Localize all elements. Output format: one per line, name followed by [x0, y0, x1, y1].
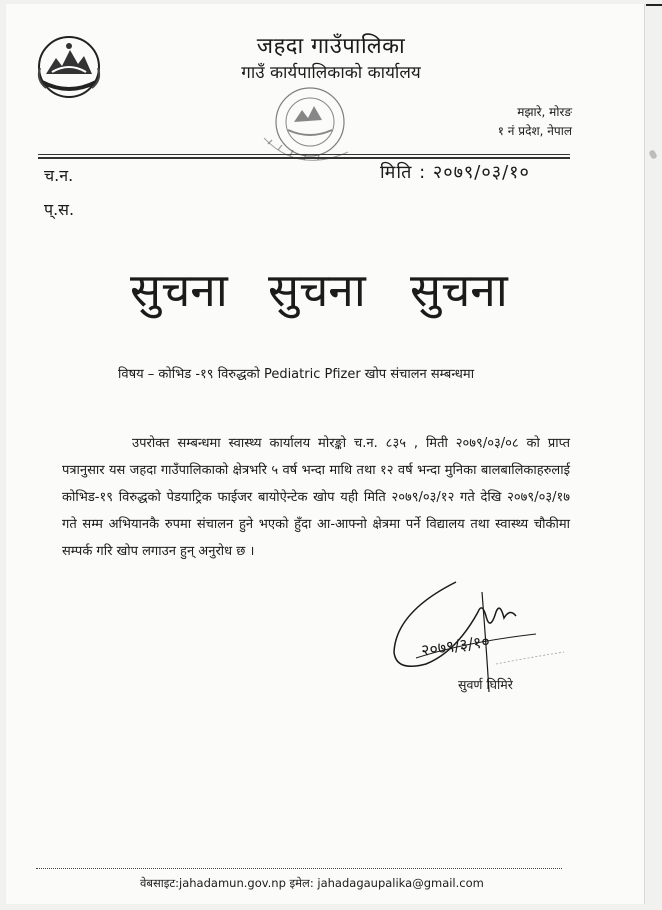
scan-smudge: [648, 149, 658, 160]
address-line-2: १ नं प्रदेश, नेपाल: [497, 124, 572, 138]
org-name: जहदा गाउँपालिका: [256, 34, 406, 59]
reference-cn: च.न.: [44, 166, 74, 185]
notice-heading-1: सुचना: [130, 263, 228, 317]
footer-contact: वेबसाइट:jahadamun.gov.np इमेल: jahadagaupalika@gmail.com: [140, 876, 484, 890]
body-paragraph: उपरोक्त सम्बन्धमा स्वास्थ्य कार्यालय मोरङ्को च.न. ८३५ , मिती २०७९/०३/०८ को प्राप्त पत्रानुसार यस जहदा गाउँपालिकाको क्षेत्रभरि ५ वर्ष भन्दा माथि तथा १२ वर्ष भन्दा मुनिका बालबालिकाहरुलाई कोभिड-१९ विरुद्धको पेडयाट्रिक फाईजर बायोऐन्टेक खोप यही मिति २०७९/०३/१२ गते देखि २०७९/०३/१७ गते सम्म अभियानकै रुपमा संचालन हुने भएको हुँदा आ-आफ्नो क्षेत्रमा पर्ने विद्यालय तथा स्वास्थ्य चौकीमा सम्पर्क गरि खोप लगाउन हुन् अनुरोध छ ।: [62, 436, 570, 559]
office-stamp-icon: [258, 78, 368, 178]
footer-rule: [36, 868, 562, 869]
header-rule-thick: [38, 157, 570, 159]
scan-edge-mark: [646, 4, 662, 6]
header-rule-thin: [38, 154, 570, 155]
handwritten-signature: [386, 572, 576, 692]
letter-date: मिति : २०७९/०३/१०: [380, 162, 530, 183]
handwritten-date: २०७९/३/१०: [419, 631, 491, 660]
signer-name: सुवर्ण घिमिरे: [458, 677, 513, 692]
notice-heading-3: सुचना: [410, 263, 508, 317]
address-line-1: मझारे, मोरङ: [517, 105, 572, 119]
reference-ps: प्.स.: [44, 200, 75, 219]
office-name: गाउँ कार्यपालिकाको कार्यालय: [241, 63, 421, 83]
subject-line: विषय – कोभिड -१९ विरुद्धको Pediatric Pfizer खोप संचालन सम्बन्धमा: [118, 367, 475, 382]
notice-heading-2: सुचना: [268, 263, 366, 317]
